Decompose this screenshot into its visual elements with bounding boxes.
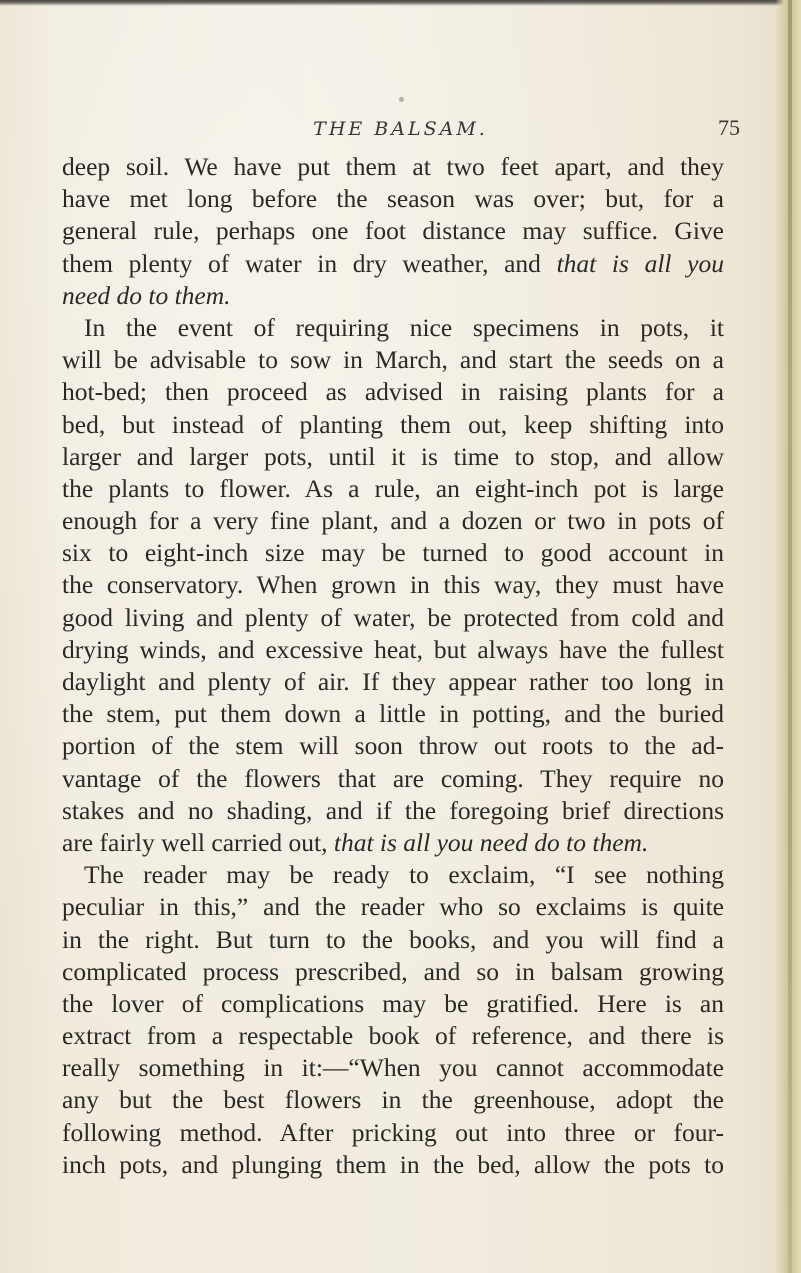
italic-emphasis: that is all you [556, 248, 724, 278]
running-head: THE BALSAM. [313, 118, 488, 140]
text-line: are fairly well carried out, that is all you need do to them. [62, 827, 649, 857]
text-line: vantage of the flowers that are coming. They require no [62, 763, 724, 793]
text-line: In the event of requiring nice specimens in pots, it [84, 312, 724, 342]
text-line: larger and larger pots, until it is time to stop, and allow [62, 441, 724, 471]
text-line: The reader may be ready to exclaim, “I see nothing [84, 860, 724, 890]
text-line: really something in it:—“When you cannot accommodate [62, 1053, 724, 1083]
text-line: will be advisable to sow in March, and start the seeds on a [62, 345, 724, 375]
text-line: bed, but instead of planting them out, keep shifting into [62, 409, 724, 439]
text-line: following method. After pricking out into three or four- [62, 1117, 724, 1147]
text-line: the plants to flower. As a rule, an eight-inch pot is large [62, 473, 724, 503]
text-line: six to eight-inch size may be turned to good account in [62, 538, 724, 568]
text-line: daylight and plenty of air. If they appear rather too long in [62, 667, 724, 696]
text-line: drying winds, and excessive heat, but always have the fullest [62, 634, 724, 664]
text-line: portion of the stem will soon throw out roots to the ad- [62, 731, 724, 761]
text-line: hot-bed; then proceed as advised in raising plants for a [62, 377, 724, 407]
text-line: any but the best flowers in the greenhouse, adopt the [62, 1085, 724, 1115]
text-line: enough for a very fine plant, and a dozen or two in pots of [62, 506, 724, 536]
text-line [62, 280, 724, 312]
text-line: good living and plenty of water, be protected from cold and [62, 602, 724, 632]
body-text [62, 151, 724, 1181]
italic-emphasis: need do to them. [62, 280, 231, 310]
text-line: inch pots, and plunging them in the bed, allow the pots to [62, 1149, 724, 1179]
italic-emphasis: that is all you need do to them. [333, 827, 649, 857]
text-line: in the right. But turn to the books, and you will find a [62, 924, 724, 954]
ink-speck [399, 97, 404, 102]
text-line: peculiar in this,” and the reader who so exclaims is quite [62, 892, 724, 922]
text-line: general rule, perhaps one foot distance may suffice. Give [62, 216, 724, 246]
page-top-edge [0, 0, 801, 6]
page-header [0, 112, 801, 152]
text-line: stakes and no shading, and if the foregoing brief directions [62, 795, 724, 825]
text-line: complicated process prescribed, and so in balsam growing [62, 956, 724, 986]
text-line: them plenty of water in dry weather, and that is all you [62, 248, 724, 278]
text-line: extract from a respectable book of reference, and there is [62, 1021, 724, 1051]
text-line: the conservatory. When grown in this way, they must have [62, 570, 724, 600]
text-line: the stem, put them down a little in potting, and the buried [62, 699, 724, 729]
text-line: the lover of complications may be gratified. Here is an [62, 988, 724, 1018]
text-line: deep soil. We have put them at two feet apart, and they [62, 152, 724, 181]
page-fore-edge-shadow [788, 0, 792, 1273]
page-number: 75 [718, 115, 740, 140]
text-line: have met long before the season was over; but, for a [62, 184, 724, 214]
